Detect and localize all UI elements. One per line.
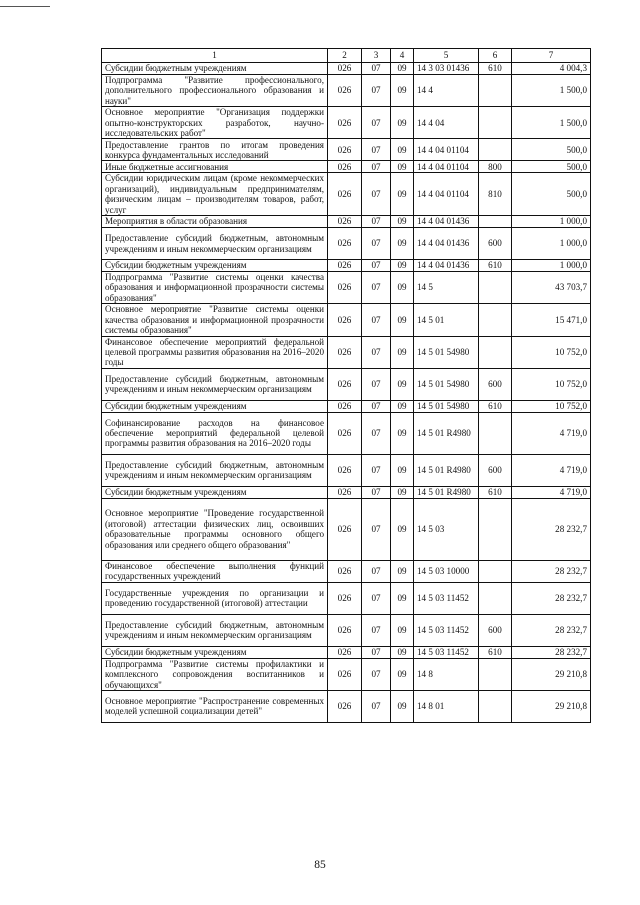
amount-cell: 1 000,0 xyxy=(512,228,591,260)
target-article-cell: 14 5 03 xyxy=(414,498,479,560)
agency-code-cell: 026 xyxy=(328,139,362,161)
section-cell: 07 xyxy=(362,412,391,454)
expense-type-cell xyxy=(479,498,512,560)
expense-type-cell: 610 xyxy=(479,63,512,75)
row-name-cell: Подпрограмма "Развитие системы оценки качества образования и информационной прозрачности системы образования" xyxy=(102,272,328,304)
target-article-cell: 14 5 01 R4980 xyxy=(414,454,479,486)
agency-code-cell: 026 xyxy=(328,161,362,173)
table-row xyxy=(102,454,591,486)
agency-code-cell: 026 xyxy=(328,486,362,498)
amount-cell: 28 232,7 xyxy=(512,614,591,646)
target-article-cell: 14 4 xyxy=(414,75,479,107)
section-cell: 07 xyxy=(362,614,391,646)
header-cell: 5 xyxy=(414,49,479,63)
target-article-cell: 14 5 03 11452 xyxy=(414,582,479,614)
section-cell: 07 xyxy=(362,304,391,336)
table-row xyxy=(102,228,591,260)
section-cell: 07 xyxy=(362,560,391,582)
agency-code-cell: 026 xyxy=(328,582,362,614)
subsection-cell: 09 xyxy=(391,304,414,336)
subsection-cell: 09 xyxy=(391,107,414,139)
page-number: 85 xyxy=(314,859,326,871)
amount-cell: 28 232,7 xyxy=(512,646,591,658)
table-row xyxy=(102,412,591,454)
corner-rule xyxy=(0,6,50,7)
target-article-cell: 14 4 04 01104 xyxy=(414,139,479,161)
subsection-cell: 09 xyxy=(391,368,414,400)
subsection-cell: 09 xyxy=(391,75,414,107)
amount-cell: 4 719,0 xyxy=(512,486,591,498)
target-article-cell: 14 4 04 01104 xyxy=(414,173,479,216)
section-cell: 07 xyxy=(362,228,391,260)
row-name-cell: Предоставление субсидий бюджетным, автономным учреждениям и иным некоммерческим организациям xyxy=(102,228,328,260)
section-cell: 07 xyxy=(362,336,391,368)
row-name-cell: Подпрограмма "Развитие профессионального, дополнительного профессионального образования и науки" xyxy=(102,75,328,107)
expense-type-cell xyxy=(479,658,512,690)
section-cell: 07 xyxy=(362,400,391,412)
agency-code-cell: 026 xyxy=(328,690,362,722)
row-name-cell: Субсидии юридическим лицам (кроме некоммерческих организаций), индивидуальным предпринимателям, физическим лицам – производителям товаров, работ, услуг xyxy=(102,173,328,216)
row-name-cell: Иные бюджетные ассигнования xyxy=(102,161,328,173)
agency-code-cell: 026 xyxy=(328,272,362,304)
target-article-cell: 14 8 xyxy=(414,658,479,690)
amount-cell: 4 004,3 xyxy=(512,63,591,75)
expense-type-cell: 610 xyxy=(479,260,512,272)
expense-type-cell: 610 xyxy=(479,486,512,498)
amount-cell: 500,0 xyxy=(512,161,591,173)
amount-cell: 500,0 xyxy=(512,139,591,161)
expense-type-cell xyxy=(479,582,512,614)
subsection-cell: 09 xyxy=(391,582,414,614)
agency-code-cell: 026 xyxy=(328,304,362,336)
table-row xyxy=(102,646,591,658)
row-name-cell: Предоставление субсидий бюджетным, автономным учреждениям и иным некоммерческим организациям xyxy=(102,614,328,646)
section-cell: 07 xyxy=(362,646,391,658)
expense-type-cell xyxy=(479,304,512,336)
section-cell: 07 xyxy=(362,173,391,216)
amount-cell: 1 500,0 xyxy=(512,107,591,139)
table-row xyxy=(102,260,591,272)
table-row xyxy=(102,400,591,412)
section-cell: 07 xyxy=(362,498,391,560)
expense-type-cell xyxy=(479,412,512,454)
row-name-cell: Основное мероприятие "Организация поддержки опытно-конструкторских разработок, научно-исследовательских работ" xyxy=(102,107,328,139)
amount-cell: 29 210,8 xyxy=(512,658,591,690)
subsection-cell: 09 xyxy=(391,560,414,582)
agency-code-cell: 026 xyxy=(328,260,362,272)
table-row xyxy=(102,486,591,498)
section-cell: 07 xyxy=(362,582,391,614)
agency-code-cell: 026 xyxy=(328,614,362,646)
section-cell: 07 xyxy=(362,486,391,498)
subsection-cell: 09 xyxy=(391,614,414,646)
agency-code-cell: 026 xyxy=(328,368,362,400)
target-article-cell: 14 5 01 54980 xyxy=(414,400,479,412)
expense-type-cell: 600 xyxy=(479,228,512,260)
table-row xyxy=(102,173,591,216)
row-name-cell: Субсидии бюджетным учреждениям xyxy=(102,486,328,498)
table-row xyxy=(102,690,591,722)
expense-type-cell xyxy=(479,75,512,107)
subsection-cell: 09 xyxy=(391,173,414,216)
target-article-cell: 14 5 01 54980 xyxy=(414,336,479,368)
row-name-cell: Основное мероприятие "Распространение современных моделей успешной социализации детей" xyxy=(102,690,328,722)
agency-code-cell: 026 xyxy=(328,75,362,107)
expense-type-cell: 610 xyxy=(479,646,512,658)
row-name-cell: Предоставление субсидий бюджетным, автономным учреждениям и иным некоммерческим организациям xyxy=(102,454,328,486)
section-cell: 07 xyxy=(362,63,391,75)
target-article-cell: 14 4 04 01104 xyxy=(414,161,479,173)
target-article-cell: 14 5 01 R4980 xyxy=(414,412,479,454)
target-article-cell: 14 4 04 01436 xyxy=(414,260,479,272)
subsection-cell: 09 xyxy=(391,63,414,75)
target-article-cell: 14 5 xyxy=(414,272,479,304)
subsection-cell: 09 xyxy=(391,658,414,690)
table-row xyxy=(102,272,591,304)
section-cell: 07 xyxy=(362,75,391,107)
row-name-cell: Субсидии бюджетным учреждениям xyxy=(102,63,328,75)
section-cell: 07 xyxy=(362,260,391,272)
subsection-cell: 09 xyxy=(391,690,414,722)
subsection-cell: 09 xyxy=(391,336,414,368)
amount-cell: 28 232,7 xyxy=(512,498,591,560)
subsection-cell: 09 xyxy=(391,139,414,161)
table-row xyxy=(102,304,591,336)
expense-type-cell xyxy=(479,107,512,139)
budget-table xyxy=(101,48,591,723)
subsection-cell: 09 xyxy=(391,272,414,304)
table-row xyxy=(102,368,591,400)
table-row xyxy=(102,336,591,368)
subsection-cell: 09 xyxy=(391,412,414,454)
target-article-cell: 14 8 01 xyxy=(414,690,479,722)
agency-code-cell: 026 xyxy=(328,63,362,75)
agency-code-cell: 026 xyxy=(328,498,362,560)
amount-cell: 10 752,0 xyxy=(512,368,591,400)
target-article-cell: 14 5 03 11452 xyxy=(414,614,479,646)
agency-code-cell: 026 xyxy=(328,646,362,658)
row-name-cell: Субсидии бюджетным учреждениям xyxy=(102,260,328,272)
table-header-row xyxy=(102,49,591,63)
section-cell: 07 xyxy=(362,161,391,173)
agency-code-cell: 026 xyxy=(328,216,362,228)
table-row xyxy=(102,139,591,161)
row-name-cell: Государственные учреждения по организации и проведению государственной (итоговой) аттестации xyxy=(102,582,328,614)
agency-code-cell: 026 xyxy=(328,454,362,486)
header-cell: 2 xyxy=(328,49,362,63)
subsection-cell: 09 xyxy=(391,260,414,272)
header-cell: 1 xyxy=(102,49,328,63)
agency-code-cell: 026 xyxy=(328,107,362,139)
table-row xyxy=(102,658,591,690)
agency-code-cell: 026 xyxy=(328,173,362,216)
section-cell: 07 xyxy=(362,272,391,304)
amount-cell: 1 000,0 xyxy=(512,216,591,228)
row-name-cell: Предоставление субсидий бюджетным, автономным учреждениям и иным некоммерческим организациям xyxy=(102,368,328,400)
target-article-cell: 14 4 04 01436 xyxy=(414,228,479,260)
amount-cell: 10 752,0 xyxy=(512,400,591,412)
expense-type-cell xyxy=(479,690,512,722)
subsection-cell: 09 xyxy=(391,454,414,486)
row-name-cell: Субсидии бюджетным учреждениям xyxy=(102,400,328,412)
target-article-cell: 14 5 01 R4980 xyxy=(414,486,479,498)
subsection-cell: 09 xyxy=(391,486,414,498)
expense-type-cell: 600 xyxy=(479,614,512,646)
row-name-cell: Подпрограмма "Развитие системы профилактики и комплексного сопровождения воспитанников и обучающихся" xyxy=(102,658,328,690)
expense-type-cell: 800 xyxy=(479,161,512,173)
amount-cell: 15 471,0 xyxy=(512,304,591,336)
amount-cell: 10 752,0 xyxy=(512,336,591,368)
section-cell: 07 xyxy=(362,690,391,722)
subsection-cell: 09 xyxy=(391,161,414,173)
header-cell: 3 xyxy=(362,49,391,63)
header-cell: 6 xyxy=(479,49,512,63)
subsection-cell: 09 xyxy=(391,216,414,228)
expense-type-cell xyxy=(479,272,512,304)
amount-cell: 500,0 xyxy=(512,173,591,216)
target-article-cell: 14 5 01 xyxy=(414,304,479,336)
amount-cell: 4 719,0 xyxy=(512,412,591,454)
section-cell: 07 xyxy=(362,107,391,139)
row-name-cell: Субсидии бюджетным учреждениям xyxy=(102,646,328,658)
agency-code-cell: 026 xyxy=(328,228,362,260)
table-row xyxy=(102,107,591,139)
agency-code-cell: 026 xyxy=(328,560,362,582)
target-article-cell: 14 5 01 54980 xyxy=(414,368,479,400)
expense-type-cell xyxy=(479,560,512,582)
target-article-cell: 14 3 03 01436 xyxy=(414,63,479,75)
agency-code-cell: 026 xyxy=(328,400,362,412)
agency-code-cell: 026 xyxy=(328,412,362,454)
expense-type-cell: 810 xyxy=(479,173,512,216)
expense-type-cell: 600 xyxy=(479,368,512,400)
section-cell: 07 xyxy=(362,454,391,486)
header-cell: 4 xyxy=(391,49,414,63)
table-row xyxy=(102,161,591,173)
row-name-cell: Финансовое обеспечение мероприятий федеральной целевой программы развития образования на 2016–2020 годы xyxy=(102,336,328,368)
amount-cell: 1 500,0 xyxy=(512,75,591,107)
section-cell: 07 xyxy=(362,216,391,228)
subsection-cell: 09 xyxy=(391,400,414,412)
section-cell: 07 xyxy=(362,139,391,161)
row-name-cell: Предоставление грантов по итогам проведения конкурса фундаментальных исследований xyxy=(102,139,328,161)
subsection-cell: 09 xyxy=(391,498,414,560)
expense-type-cell xyxy=(479,336,512,368)
row-name-cell: Софинансирование расходов на финансовое обеспечение мероприятий федеральной целевой программы развития образования на 2016–2020 годы xyxy=(102,412,328,454)
section-cell: 07 xyxy=(362,658,391,690)
row-name-cell: Мероприятия в области образования xyxy=(102,216,328,228)
expense-type-cell xyxy=(479,216,512,228)
target-article-cell: 14 4 04 01436 xyxy=(414,216,479,228)
expense-type-cell xyxy=(479,139,512,161)
expense-type-cell: 610 xyxy=(479,400,512,412)
table-row xyxy=(102,498,591,560)
amount-cell: 28 232,7 xyxy=(512,560,591,582)
agency-code-cell: 026 xyxy=(328,658,362,690)
table-row xyxy=(102,582,591,614)
header-cell: 7 xyxy=(512,49,591,63)
amount-cell: 28 232,7 xyxy=(512,582,591,614)
table-row xyxy=(102,75,591,107)
amount-cell: 29 210,8 xyxy=(512,690,591,722)
agency-code-cell: 026 xyxy=(328,336,362,368)
amount-cell: 43 703,7 xyxy=(512,272,591,304)
expense-type-cell: 600 xyxy=(479,454,512,486)
table-row xyxy=(102,614,591,646)
target-article-cell: 14 5 03 11452 xyxy=(414,646,479,658)
row-name-cell: Финансовое обеспечение выполнения функций государственных учреждений xyxy=(102,560,328,582)
section-cell: 07 xyxy=(362,368,391,400)
target-article-cell: 14 5 03 10000 xyxy=(414,560,479,582)
target-article-cell: 14 4 04 xyxy=(414,107,479,139)
amount-cell: 1 000,0 xyxy=(512,260,591,272)
table-row xyxy=(102,216,591,228)
subsection-cell: 09 xyxy=(391,646,414,658)
row-name-cell: Основное мероприятие "Развитие системы оценки качества образования и информационной прозрачности системы образования" xyxy=(102,304,328,336)
amount-cell: 4 719,0 xyxy=(512,454,591,486)
table-row xyxy=(102,63,591,75)
row-name-cell: Основное мероприятие "Проведение государственной (итоговой) аттестации физических лиц, освоивших образовательные программы основного общего образования или среднего общего образования" xyxy=(102,498,328,560)
table-row xyxy=(102,560,591,582)
subsection-cell: 09 xyxy=(391,228,414,260)
